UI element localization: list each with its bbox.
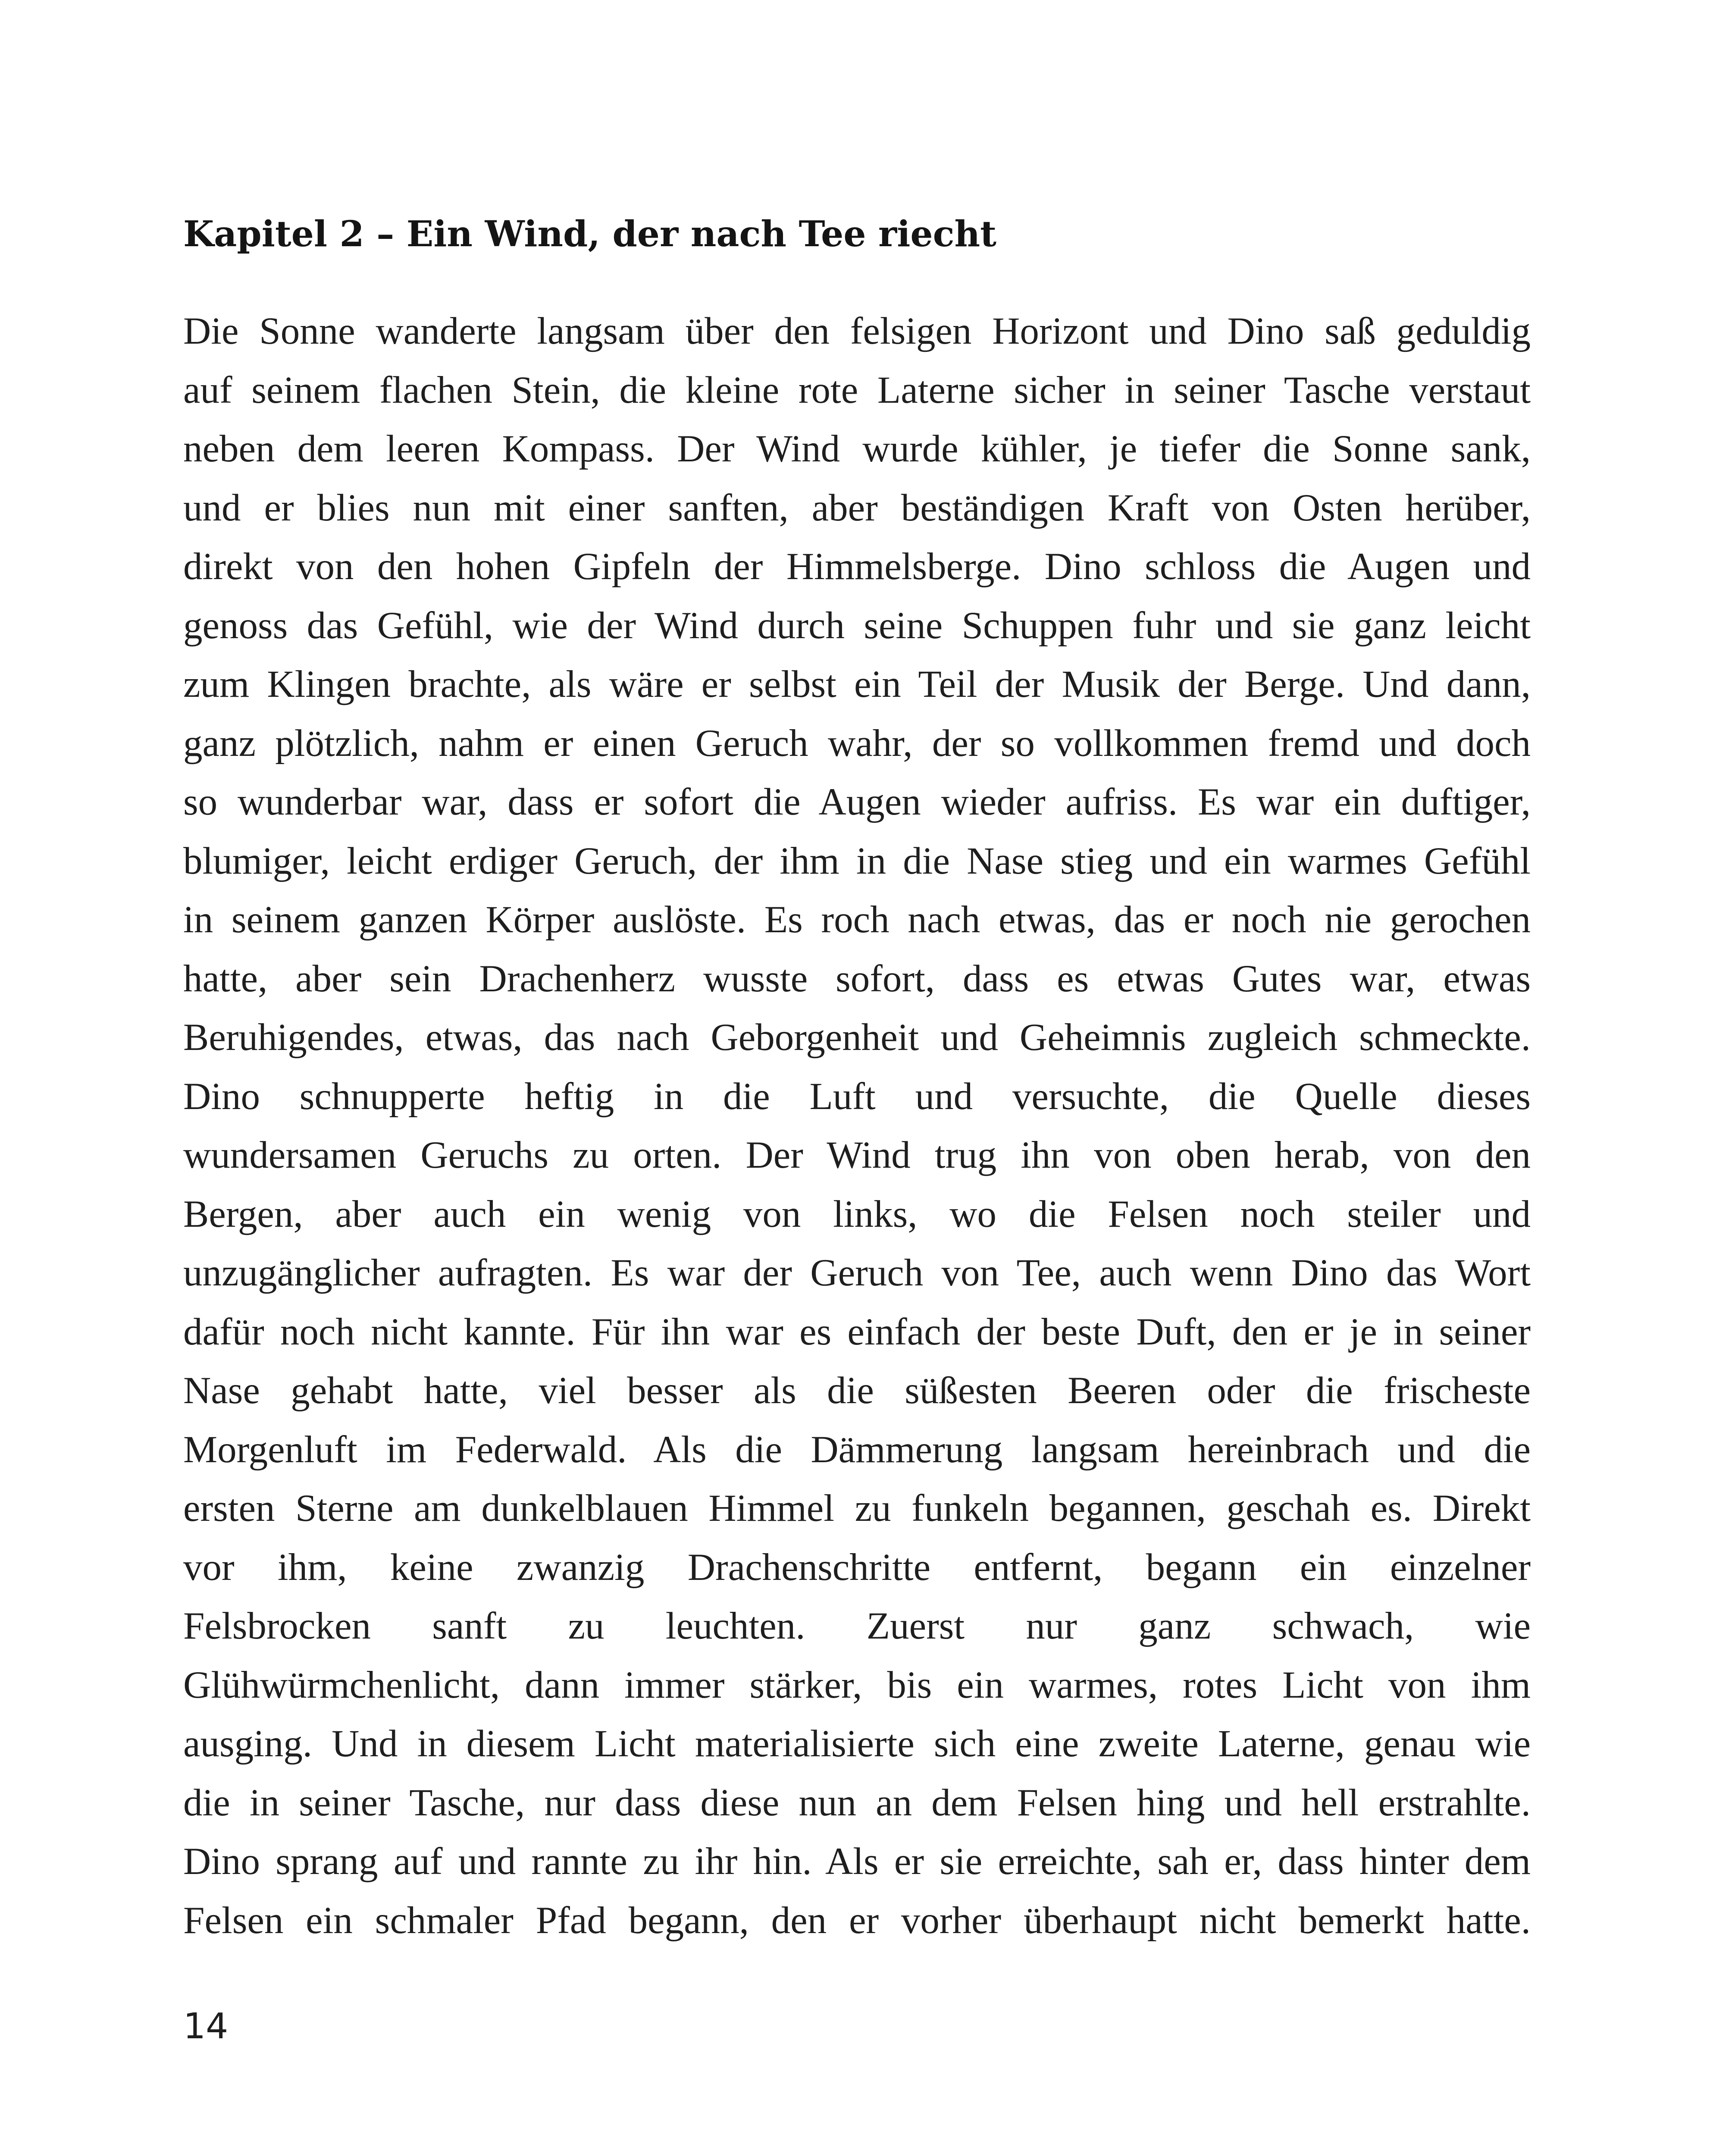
text-line: Beruhigendes, etwas, das nach Geborgenheit und Geheimnis zugleich schmeckte. xyxy=(183,1016,1531,1059)
text-line: in seinem ganzen Körper auslöste. Es roch nach etwas, das er noch nie gerochen xyxy=(183,899,1531,941)
text-line: vor ihm, keine zwanzig Drachenschritte entfernt, begann ein einzelner xyxy=(183,1546,1531,1589)
text-line: blumiger, leicht erdiger Geruch, der ihm in die Nase stieg und ein warmes Gefühl xyxy=(183,840,1531,882)
text-line: neben dem leeren Kompass. Der Wind wurde kühler, je tiefer die Sonne sank, xyxy=(183,428,1531,470)
text-line: und er blies nun mit einer sanften, aber beständigen Kraft von Osten herüber, xyxy=(183,486,1531,529)
text-line: ausging. Und in diesem Licht materialisierte sich eine zweite Laterne, genau wie xyxy=(183,1723,1531,1765)
page-number: 14 xyxy=(183,2006,229,2047)
text-line: wundersamen Geruchs zu orten. Der Wind trug ihn von oben herab, von den xyxy=(183,1134,1531,1176)
text-line: Dino schnupperte heftig in die Luft und versuchte, die Quelle dieses xyxy=(183,1075,1531,1118)
text-line: zum Klingen brachte, als wäre er selbst ein Teil der Musik der Berge. Und dann, xyxy=(183,663,1531,705)
text-line: unzugänglicher aufragten. Es war der Geruch von Tee, auch wenn Dino das Wort xyxy=(183,1252,1531,1294)
text-line: Felsen ein schmaler Pfad begann, den er vorher überhaupt nicht bemerkt hatte. xyxy=(183,1899,1531,1942)
text-line: Dino sprang auf und rannte zu ihr hin. Als er sie erreichte, sah er, dass hinter dem xyxy=(183,1840,1531,1883)
text-line: hatte, aber sein Drachenherz wusste sofort, dass es etwas Gutes war, etwas xyxy=(183,957,1531,1000)
text-line: Nase gehabt hatte, viel besser als die süßesten Beeren oder die frischeste xyxy=(183,1369,1531,1412)
body-paragraph xyxy=(183,302,1531,1950)
chapter-title: Kapitel 2 – Ein Wind, der nach Tee riecht xyxy=(183,213,996,255)
text-line: ganz plötzlich, nahm er einen Geruch wahr, der so vollkommen fremd und doch xyxy=(183,722,1531,765)
text-line: dafür noch nicht kannte. Für ihn war es einfach der beste Duft, den er je in seiner xyxy=(183,1310,1531,1353)
text-line: genoss das Gefühl, wie der Wind durch seine Schuppen fuhr und sie ganz leicht xyxy=(183,604,1531,647)
text-line: Felsbrocken sanft zu leuchten. Zuerst nur ganz schwach, wie xyxy=(183,1605,1531,1647)
text-line: Glühwürmchenlicht, dann immer stärker, bis ein warmes, rotes Licht von ihm xyxy=(183,1664,1531,1706)
text-line: direkt von den hohen Gipfeln der Himmelsberge. Dino schloss die Augen und xyxy=(183,545,1531,588)
text-line: Morgenluft im Federwald. Als die Dämmerung langsam hereinbrach und die xyxy=(183,1428,1531,1471)
text-line: die in seiner Tasche, nur dass diese nun an dem Felsen hing und hell erstrahlte. xyxy=(183,1781,1531,1824)
text-line: auf seinem flachen Stein, die kleine rote Laterne sicher in seiner Tasche verstaut xyxy=(183,369,1531,411)
text-line: so wunderbar war, dass er sofort die Augen wieder aufriss. Es war ein duftiger, xyxy=(183,781,1531,823)
text-line: Bergen, aber auch ein wenig von links, wo die Felsen noch steiler und xyxy=(183,1193,1531,1235)
text-line: Die Sonne wanderte langsam über den felsigen Horizont und Dino saß geduldig xyxy=(183,310,1531,352)
text-line: ersten Sterne am dunkelblauen Himmel zu funkeln begannen, geschah es. Direkt xyxy=(183,1487,1531,1529)
